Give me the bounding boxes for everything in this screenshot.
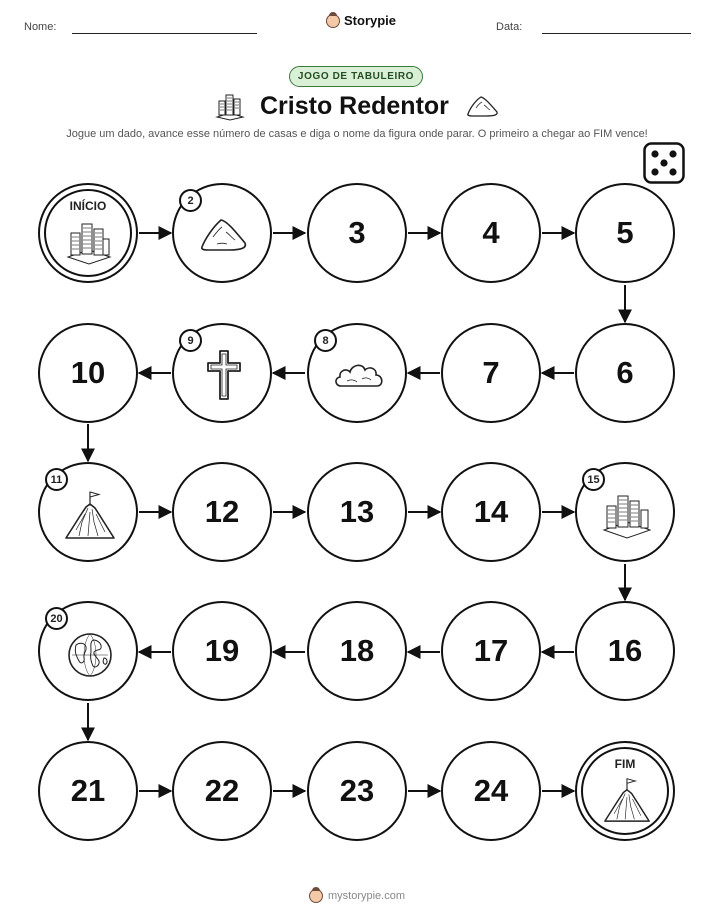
space-number-badge: 8 — [314, 329, 337, 352]
space-number: 14 — [473, 494, 509, 529]
mountain-flag-icon — [603, 773, 651, 825]
board-space-6[interactable] — [575, 323, 675, 423]
space-number-badge: 15 — [582, 468, 605, 491]
rock-icon — [199, 215, 249, 253]
space-number-badge: 2 — [179, 189, 202, 212]
cloud-icon — [333, 359, 385, 391]
board-space-12[interactable] — [172, 462, 272, 562]
space-number: 21 — [70, 773, 106, 808]
footer-url[interactable]: mystorypie.com — [327, 890, 406, 902]
board-space-end[interactable] — [575, 741, 675, 841]
space-number: 19 — [204, 633, 240, 668]
board-space-4[interactable] — [441, 183, 541, 283]
instructions: Jogue um dado, avance esse número de casas e diga o nome da figura onde parar. O primeiro a chegar ao FIM vence! — [66, 128, 648, 140]
space-number: 10 — [70, 355, 106, 390]
space-number: 16 — [607, 633, 643, 668]
page-title: Cristo Redentor — [260, 92, 449, 120]
name-label: Nome: — [24, 21, 57, 33]
space-number: 22 — [204, 773, 240, 808]
game-type-badge: JOGO DE TABULEIRO — [289, 66, 423, 87]
space-number: 6 — [616, 355, 634, 390]
board-space-11[interactable] — [38, 462, 138, 562]
mountain-flag-icon — [64, 486, 116, 542]
board-space-14[interactable] — [441, 462, 541, 562]
storypie-mascot-icon — [309, 889, 323, 903]
space-number: 18 — [339, 633, 375, 668]
board-space-5[interactable] — [575, 183, 675, 283]
cross-icon — [206, 349, 242, 401]
board-space-7[interactable] — [441, 323, 541, 423]
space-number: 24 — [473, 773, 509, 808]
board-space-23[interactable] — [307, 741, 407, 841]
board-space-8[interactable] — [307, 323, 407, 423]
board-space-15[interactable] — [575, 462, 675, 562]
board-space-2[interactable] — [172, 183, 272, 283]
space-number: 17 — [473, 633, 509, 668]
board-space-3[interactable] — [307, 183, 407, 283]
board-space-10[interactable] — [38, 323, 138, 423]
board-space-22[interactable] — [172, 741, 272, 841]
start-label: INÍCIO — [69, 199, 107, 213]
board-space-17[interactable] — [441, 601, 541, 701]
brand-name: Storypie — [344, 13, 397, 28]
space-number: 23 — [339, 773, 375, 808]
footer — [0, 889, 714, 903]
space-number: 4 — [482, 215, 500, 250]
end-label: FIM — [614, 757, 636, 771]
board-space-start[interactable] — [38, 183, 138, 283]
space-number: 5 — [616, 215, 634, 250]
space-number: 13 — [339, 494, 375, 529]
globe-icon — [66, 631, 114, 679]
date-label: Data: — [496, 21, 523, 33]
space-number: 3 — [348, 215, 366, 250]
board-space-16[interactable] — [575, 601, 675, 701]
space-number: 12 — [204, 494, 240, 529]
space-number-badge: 9 — [179, 329, 202, 352]
board-space-24[interactable] — [441, 741, 541, 841]
space-number-badge: 11 — [45, 468, 68, 491]
board-space-21[interactable] — [38, 741, 138, 841]
board-space-18[interactable] — [307, 601, 407, 701]
board-space-13[interactable] — [307, 462, 407, 562]
city-icon — [601, 490, 653, 540]
board-space-19[interactable] — [172, 601, 272, 701]
board-space-20[interactable] — [38, 601, 138, 701]
space-number: 7 — [482, 355, 500, 390]
board-space-9[interactable] — [172, 323, 272, 423]
city-icon — [65, 219, 113, 265]
space-number-badge: 20 — [45, 607, 68, 630]
